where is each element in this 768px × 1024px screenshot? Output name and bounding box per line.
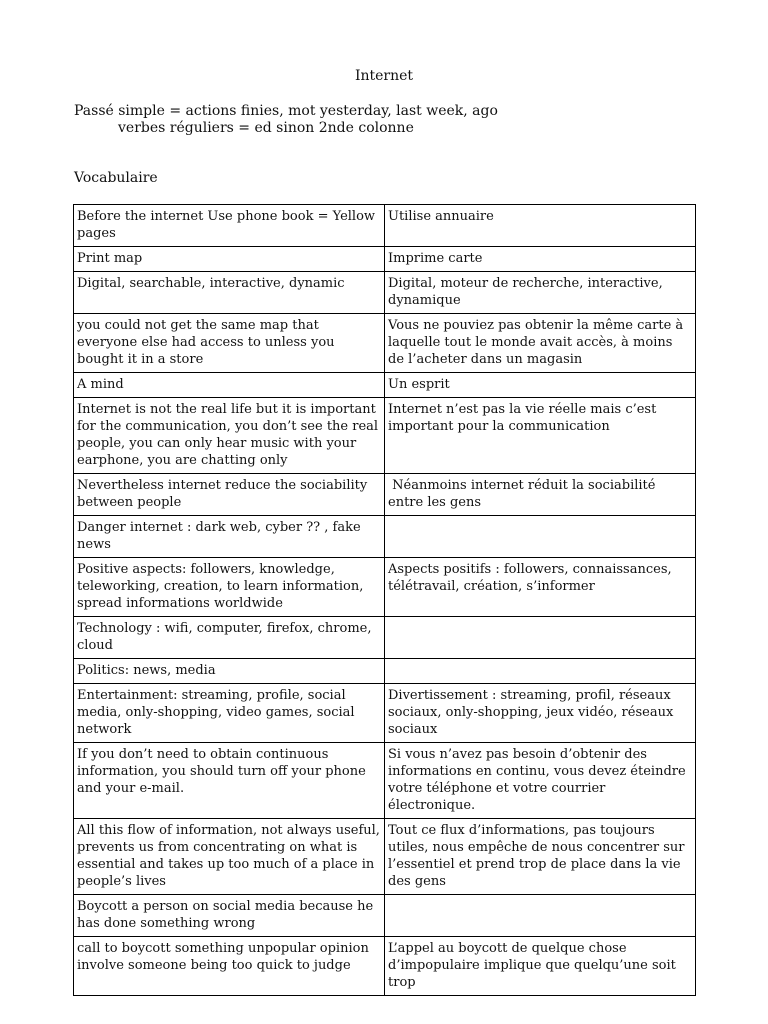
cell-french: Imprime carte — [385, 247, 696, 272]
cell-french — [385, 617, 696, 659]
cell-french: Tout ce flux d’informations, pas toujours utiles, nous empêche de nous concentrer sur l’essentiel et prend trop de place dans la vie des gens — [385, 819, 696, 895]
cell-english: Print map — [74, 247, 385, 272]
cell-english: Before the internet Use phone book = Yellow pages — [74, 205, 385, 247]
table-row — [74, 247, 696, 272]
cell-english: If you don’t need to obtain continuous information, you should turn off your phone and your e-mail. — [74, 743, 385, 819]
table-row — [74, 895, 696, 937]
cell-english: Technology : wifi, computer, firefox, chrome, cloud — [74, 617, 385, 659]
table-row — [74, 937, 696, 996]
cell-french: Aspects positifs : followers, connaissances, télétravail, création, s’informer — [385, 558, 696, 617]
table-row — [74, 314, 696, 373]
intro-line-2: verbes réguliers = ed sinon 2nde colonne — [118, 120, 414, 136]
section-heading: Vocabulaire — [74, 170, 158, 186]
cell-french — [385, 659, 696, 684]
cell-french — [385, 895, 696, 937]
cell-english: All this flow of information, not always useful, prevents us from concentrating on what is essential and takes up too much of a place in people’s lives — [74, 819, 385, 895]
cell-english: Positive aspects: followers, knowledge, teleworking, creation, to learn information, spread informations worldwide — [74, 558, 385, 617]
table-row — [74, 558, 696, 617]
table-row — [74, 373, 696, 398]
table-row — [74, 617, 696, 659]
table-row — [74, 474, 696, 516]
cell-english: Internet is not the real life but it is important for the communication, you don’t see the real people, you can only hear music with your earphone, you are chatting only — [74, 398, 385, 474]
cell-english: Boycott a person on social media because he has done something wrong — [74, 895, 385, 937]
table-row — [74, 398, 696, 474]
cell-english: Danger internet : dark web, cyber ?? , fake news — [74, 516, 385, 558]
table-row — [74, 743, 696, 819]
intro-line-1: Passé simple = actions finies, mot yesterday, last week, ago — [74, 103, 498, 119]
cell-english: you could not get the same map that everyone else had access to unless you bought it in a store — [74, 314, 385, 373]
cell-french: Internet n’est pas la vie réelle mais c’est important pour la communication — [385, 398, 696, 474]
cell-english: A mind — [74, 373, 385, 398]
page-title: Internet — [354, 68, 414, 84]
cell-english: Digital, searchable, interactive, dynamic — [74, 272, 385, 314]
table-row — [74, 272, 696, 314]
cell-french: Divertissement : streaming, profil, réseaux sociaux, only-shopping, jeux vidéo, réseaux sociaux — [385, 684, 696, 743]
cell-english: Politics: news, media — [74, 659, 385, 684]
cell-english: Nevertheless internet reduce the sociability between people — [74, 474, 385, 516]
cell-french: Digital, moteur de recherche, interactive, dynamique — [385, 272, 696, 314]
cell-french — [385, 516, 696, 558]
table-row — [74, 205, 696, 247]
cell-french: Un esprit — [385, 373, 696, 398]
cell-french: L’appel au boycott de quelque chose d’impopulaire implique que quelqu’une soit trop — [385, 937, 696, 996]
cell-english: Entertainment: streaming, profile, social media, only-shopping, video games, social network — [74, 684, 385, 743]
table-row — [74, 684, 696, 743]
cell-french: Si vous n’avez pas besoin d’obtenir des informations en continu, vous devez éteindre votre téléphone et votre courrier électronique. — [385, 743, 696, 819]
table-row — [74, 516, 696, 558]
table-row — [74, 659, 696, 684]
cell-english: call to boycott something unpopular opinion involve someone being too quick to judge — [74, 937, 385, 996]
vocabulary-table — [73, 204, 696, 996]
cell-french: Vous ne pouviez pas obtenir la même carte à laquelle tout le monde avait accès, à moins de l’acheter dans un magasin — [385, 314, 696, 373]
table-row — [74, 819, 696, 895]
cell-french: Néanmoins internet réduit la sociabilité entre les gens — [385, 474, 696, 516]
cell-french: Utilise annuaire — [385, 205, 696, 247]
